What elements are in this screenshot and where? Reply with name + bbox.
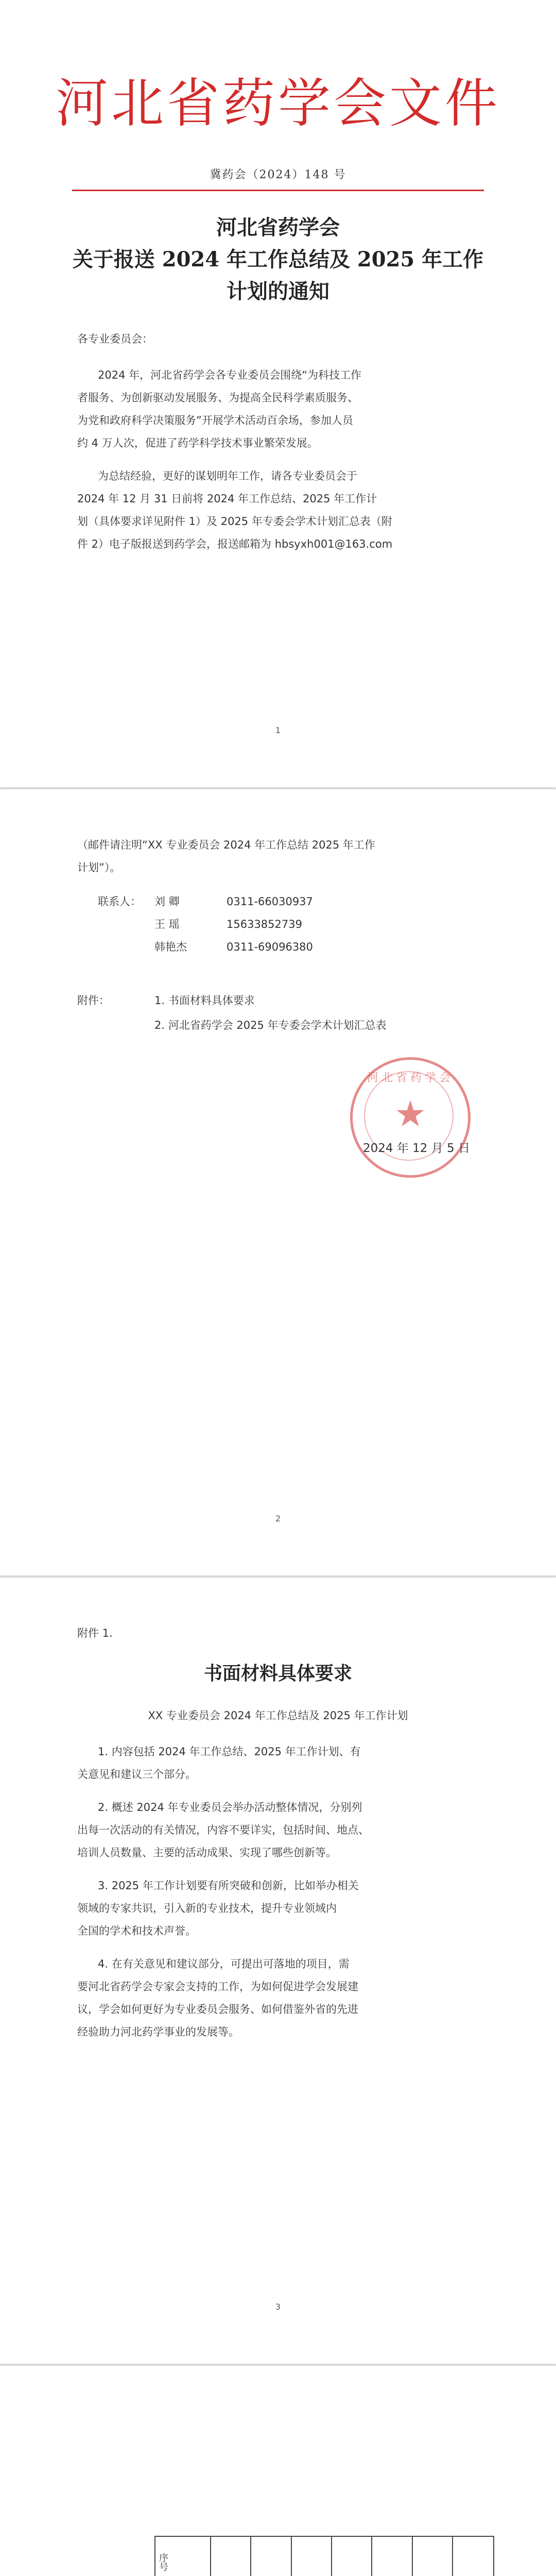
title-line-3: 计划的通知 bbox=[227, 279, 329, 303]
page-4 bbox=[0, 2366, 556, 2576]
title-line-1: 河北省药学会 bbox=[216, 215, 340, 240]
paragraph-line: 议，学会如何更好为专业委员会服务、如何借鉴外省的先进 bbox=[77, 2003, 358, 2015]
contact-name: 刘 卿 bbox=[154, 895, 180, 908]
paragraph-line: 领域的专家共识，引入新的专业技术，提升专业领域内 bbox=[77, 1902, 337, 1914]
paragraph-line: 2024 年 12 月 31 日前将 2024 年工作总结、2025 年工作计 bbox=[77, 493, 377, 505]
paragraph-line: 2024 年，河北省药学会各专业委员会围绕“为科技工作 bbox=[98, 369, 361, 381]
paragraph-line: （邮件请注明“XX 专业委员会 2024 年工作总结 2025 年工作 bbox=[77, 839, 375, 851]
contact-name: 王 瑶 bbox=[154, 918, 180, 930]
seal-star-icon: ★ bbox=[394, 1093, 427, 1135]
red-divider bbox=[72, 190, 484, 191]
paragraph-line: 计划”）。 bbox=[77, 861, 121, 874]
contact-name: 韩艳杰 bbox=[154, 941, 187, 953]
paragraph-line: 划（具体要求详见附件 1）及 2025 年专委会学术计划汇总表（附 bbox=[77, 515, 392, 528]
paragraph-line: 3. 2025 年工作计划要有所突破和创新，比如举办相关 bbox=[98, 1879, 359, 1892]
contact-phone: 0311-69096380 bbox=[227, 941, 313, 953]
paragraph-line: 为总结经验，更好的谋划明年工作，请各专业委员会于 bbox=[98, 470, 357, 482]
page-number: 3 bbox=[275, 2302, 281, 2312]
paragraph-line: 1. 内容包括 2024 年工作总结、2025 年工作计划、有 bbox=[98, 1745, 361, 1758]
paragraph-line: 约 4 万人次，促进了药学科学技术事业繁荣发展。 bbox=[77, 437, 318, 449]
paragraph-line: 者服务、为创新驱动发展服务、为提高全民科学素质服务、 bbox=[77, 392, 358, 404]
attachment-tag: 附件 1. bbox=[77, 1627, 113, 1639]
paragraph-line: 经验助力河北药学事业的发展等。 bbox=[77, 2026, 239, 2038]
page-3 bbox=[0, 1578, 556, 2364]
page-number: 1 bbox=[275, 725, 281, 735]
paragraph-line: 件 2）电子版报送到药学会，报送邮箱为 hbsyxh001@163.com bbox=[77, 538, 393, 550]
paragraph-line: 2. 概述 2024 年专业委员会举办活动整体情况，分别列 bbox=[98, 1801, 362, 1814]
paragraph-line: 4. 在有关意见和建议部分，可提出可落地的项目，需 bbox=[98, 1958, 350, 1970]
contact-phone: 15633852739 bbox=[227, 918, 302, 930]
page-2 bbox=[0, 789, 556, 1575]
academic-plan-table bbox=[154, 2536, 494, 2576]
masthead: 河北省药学会文件 bbox=[56, 73, 500, 134]
paragraph-line: 为党和政府科学决策服务”开展学术活动百余场，参加人员 bbox=[77, 414, 353, 427]
title-line-2: 关于报送 2024 年工作总结及 2025 年工作 bbox=[72, 247, 484, 272]
contact-phone: 0311-66030937 bbox=[227, 895, 313, 908]
official-seal: 河北省药学会 ★ bbox=[350, 1057, 471, 1178]
issue-date: 2024 年 12 月 5 日 bbox=[363, 1142, 470, 1155]
table-header: 序号 bbox=[158, 2553, 168, 2571]
page-1 bbox=[0, 0, 556, 787]
paragraph-line: 关意见和建议三个部分。 bbox=[77, 1768, 196, 1781]
paragraph-line: 全国的学术和技术声誉。 bbox=[77, 1925, 196, 1937]
section-heading: 书面材料具体要求 bbox=[203, 1663, 352, 1684]
document-number: 冀药会（2024）148 号 bbox=[210, 168, 346, 181]
page-number: 2 bbox=[275, 1514, 281, 1523]
paragraph-line: 培训人员数量、主要的活动成果、实现了哪些创新等。 bbox=[77, 1846, 337, 1859]
salutation: 各专业委员会： bbox=[77, 333, 153, 345]
attachment-item: 1. 书面材料具体要求 bbox=[154, 994, 255, 1007]
paragraph-line: 要河北省药学会专家会支持的工作，为如何促进学会发展建 bbox=[77, 1980, 358, 1993]
contact-label: 联系人： bbox=[98, 895, 141, 908]
attachment-item: 2. 河北省药学会 2025 年专委会学术计划汇总表 bbox=[154, 1019, 387, 1031]
paragraph-line: 出每一次活动的有关情况，内容不要详实，包括时间、地点、 bbox=[77, 1824, 369, 1836]
section-subtitle: XX 专业委员会 2024 年工作总结及 2025 年工作计划 bbox=[148, 1709, 408, 1722]
attachment-label: 附件： bbox=[77, 994, 110, 1007]
